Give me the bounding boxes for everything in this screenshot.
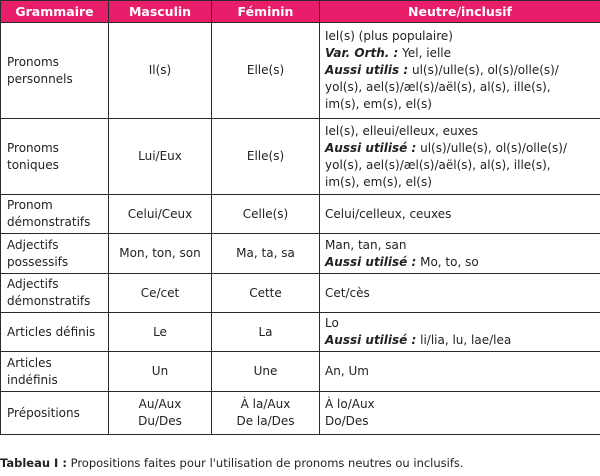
cell-category <box>1 119 109 195</box>
neutral-line <box>325 62 596 79</box>
cell-neutre <box>320 195 600 234</box>
neutral-line <box>325 79 596 96</box>
neutral-line-text: À lo/Aux <box>325 397 375 411</box>
header-neutre: Neutre/inclusif <box>320 1 600 23</box>
cell-category <box>1 234 109 274</box>
cell-neutre <box>320 23 600 119</box>
cell-line: Mon, ton, son <box>119 246 201 260</box>
cell-feminin <box>212 23 320 119</box>
cell-category <box>1 392 109 435</box>
neutral-line-text: yol(s), ael(s)/æl(s)/aël(s), al(s), ille(s), <box>325 157 551 172</box>
cell-line: Pronoms <box>7 54 59 69</box>
cell-feminin <box>212 313 320 352</box>
neutral-line <box>325 332 596 349</box>
neutral-line <box>325 140 596 157</box>
caption-text: Propositions faites pour l'utilisation de pronoms neutres ou inclusifs. <box>66 456 464 470</box>
caption-label: Tableau I : <box>0 456 67 470</box>
cell-masculin <box>109 234 212 274</box>
cell-category <box>1 313 109 352</box>
neutral-line-text: Man, tan, san <box>325 237 407 252</box>
cell-feminin <box>212 352 320 392</box>
neutral-line-text: ul(s)/ulle(s), ol(s)/olle(s)/ <box>416 140 567 155</box>
cell-line: Ma, ta, sa <box>236 246 295 260</box>
cell-category <box>1 352 109 392</box>
neutral-line <box>325 396 596 413</box>
cell-line: Au/Aux <box>138 397 182 411</box>
neutral-line <box>325 206 596 223</box>
neutral-line-text: Celui/celleux, ceuxes <box>325 206 452 221</box>
neutral-line-lead: Aussi utilisé : <box>325 254 417 269</box>
cell-line: Pronom <box>7 198 53 212</box>
cell-line: À la/Aux <box>240 397 291 411</box>
cell-neutre <box>320 352 600 392</box>
cell-neutre <box>320 234 600 274</box>
cell-line: Elle(s) <box>246 63 285 77</box>
cell-line: Articles définis <box>7 324 96 339</box>
cell-feminin <box>212 392 320 435</box>
table-body <box>1 23 600 435</box>
cell-line: Du/Des <box>138 414 182 428</box>
cell-masculin <box>109 274 212 313</box>
neutral-line-text: Lo <box>325 316 339 330</box>
table-row <box>1 23 600 119</box>
cell-masculin <box>109 119 212 195</box>
cell-neutre <box>320 274 600 313</box>
neutral-line-text: Mo, to, so <box>416 254 479 269</box>
neutral-line <box>325 174 596 191</box>
cell-line: Adjectifs <box>7 237 59 252</box>
neutral-line <box>325 123 596 140</box>
neutral-line <box>325 45 596 62</box>
cell-neutre <box>320 313 600 352</box>
neutral-line <box>325 285 596 302</box>
neutral-line-text: yol(s), ael(s)/æl(s)/aël(s), al(s), ille(s), <box>325 80 551 94</box>
table-row <box>1 313 600 352</box>
cell-line: Le <box>153 324 167 339</box>
cell-masculin <box>109 195 212 234</box>
cell-category <box>1 274 109 313</box>
cell-masculin <box>109 23 212 119</box>
neutral-line-lead: Aussi utilis : <box>325 63 409 77</box>
cell-neutre <box>320 119 600 195</box>
cell-neutre <box>320 392 600 435</box>
neutral-line-text: im(s), em(s), el(s) <box>325 97 432 111</box>
cell-line: Celui/Ceux <box>127 206 193 221</box>
cell-line: Lui/Eux <box>138 149 182 163</box>
header-grammaire: Grammaire <box>1 1 109 23</box>
neutral-line-text: im(s), em(s), el(s) <box>325 174 432 189</box>
cell-line: indéfinis <box>7 372 58 387</box>
neutral-line <box>325 157 596 174</box>
cell-feminin <box>212 234 320 274</box>
header-masculin: Masculin <box>109 1 212 23</box>
cell-line: Ce/cet <box>140 285 180 300</box>
neutral-line <box>325 237 596 254</box>
table-row <box>1 352 600 392</box>
neutral-line-text: Iel(s) (plus populaire) <box>325 29 453 43</box>
table-row <box>1 234 600 274</box>
cell-line: Adjectifs <box>7 277 59 291</box>
cell-masculin <box>109 352 212 392</box>
neutral-line <box>325 315 596 332</box>
neutral-line-lead: Var. Orth. : <box>325 46 399 60</box>
neutral-line-text: Iel(s), elleui/elleux, euxes <box>325 123 479 138</box>
cell-category <box>1 195 109 234</box>
neutral-line <box>325 413 596 430</box>
cell-line: Il(s) <box>148 63 172 77</box>
neutral-line-text: li/lia, lu, lae/lea <box>416 333 512 347</box>
cell-feminin <box>212 119 320 195</box>
table-row <box>1 392 600 435</box>
cell-line: possessifs <box>7 254 69 269</box>
cell-line: démonstratifs <box>7 215 91 229</box>
cell-line: Articles <box>7 355 52 370</box>
cell-line: personnels <box>7 71 73 86</box>
cell-category <box>1 23 109 119</box>
table-row <box>1 195 600 234</box>
neutral-line <box>325 96 596 113</box>
table-row <box>1 274 600 313</box>
neutral-line <box>325 363 596 380</box>
cell-line: De la/Des <box>236 414 295 428</box>
cell-line: Pronoms <box>7 140 59 155</box>
neutral-line-text: Cet/cès <box>325 285 370 300</box>
neutral-line <box>325 254 596 271</box>
cell-line: Un <box>151 364 169 378</box>
cell-feminin <box>212 195 320 234</box>
neutral-line-text: An, Um <box>325 364 369 378</box>
table-caption <box>0 455 600 471</box>
neutral-line-lead: Aussi utilisé : <box>325 333 417 347</box>
cell-line: Prépositions <box>7 405 80 420</box>
neutral-line-lead: Aussi utilisé : <box>325 140 417 155</box>
cell-line: démonstratifs <box>7 294 91 308</box>
cell-line: Elle(s) <box>246 149 285 163</box>
cell-line: Cette <box>249 285 282 300</box>
neutral-line <box>325 28 596 45</box>
cell-feminin <box>212 274 320 313</box>
cell-masculin <box>109 392 212 435</box>
table-row <box>1 119 600 195</box>
neutral-line-text: ul(s)/ulle(s), ol(s)/olle(s)/ <box>408 63 559 77</box>
cell-line: Celle(s) <box>242 206 289 221</box>
cell-line: La <box>258 324 273 339</box>
header-feminin: Féminin <box>212 1 320 23</box>
cell-line: toniques <box>7 157 59 172</box>
header-row <box>1 1 600 23</box>
cell-line: Une <box>253 364 278 378</box>
neutral-line-text: Do/Des <box>325 414 369 428</box>
cell-masculin <box>109 313 212 352</box>
neutral-line-text: Yel, ielle <box>398 46 452 60</box>
